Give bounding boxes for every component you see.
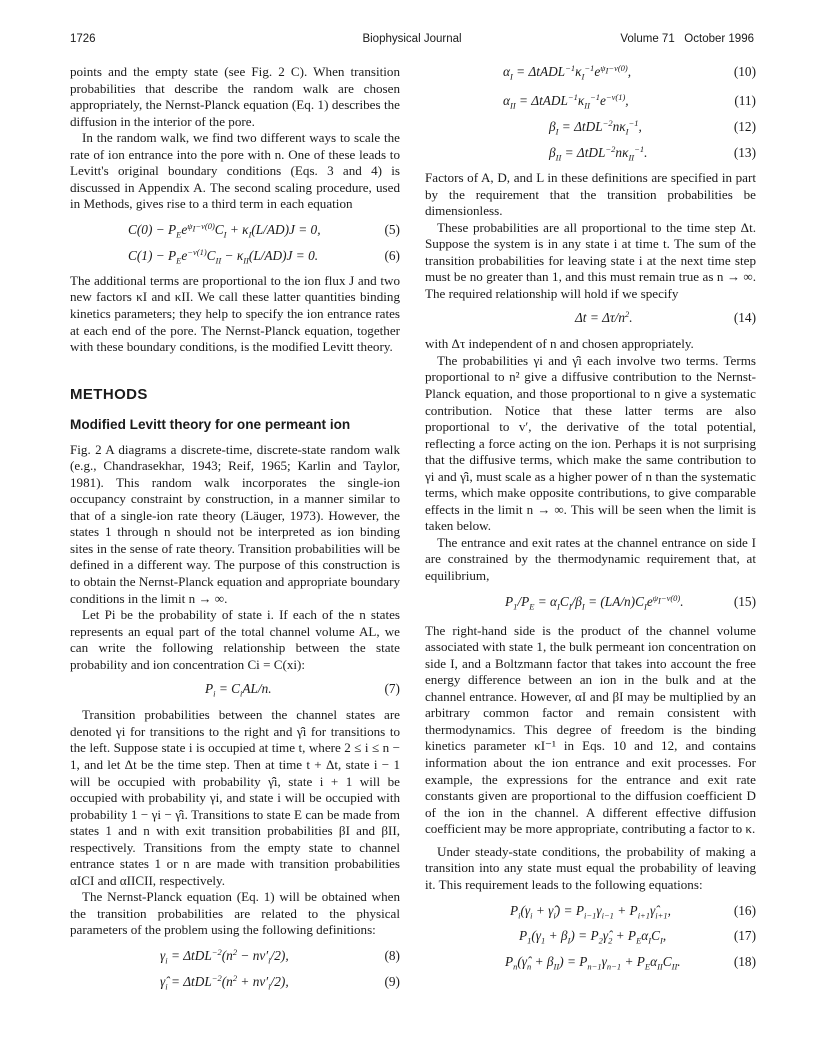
paragraph: The additional terms are proportional to the ion flux J and two new factors κI and κII. We call these latter quantities binding kinetics parameters; they help to specify the ion entrance rates at each end of the pore. The Nernst-Planck equation, together with these boundary conditions, is the modified Levitt theory.: [70, 272, 400, 355]
equation-6: $C(1) - P_Ee^{-v(1)}C_{II} - \kappa_{II}(L/AD)J = 0$. (6): [128, 246, 400, 266]
equation-number: (17): [733, 928, 756, 944]
equation-14: $\Delta t = \Delta\tau/n^2$. (14): [575, 309, 756, 326]
paragraph: In the random walk, we find two different ways to scale the rate of ion entrance into the pore with n. One of these leads to Levitt's original boundary conditions (Eqs. 3 and 4) is discussed in Appendix A. The second scaling procedure, used in Methods, gives rise to a third term in each equation: [70, 130, 400, 212]
equation-number: (14): [733, 310, 756, 326]
equation-number: (15): [733, 593, 756, 609]
equation-number: (16): [733, 903, 756, 919]
equation-15: $P_1/P_E = \alpha_IC_I/\beta_I = (LA/n)C_Ie^{\psi_I-v(0)}$. (15): [505, 592, 756, 612]
equation-8: $\gamma_i = \Delta tDL^{-2}(n^2 - nv'_i/2)$, (8): [160, 946, 400, 966]
paragraph: Let Pi be the probability of state i. If each of the n states represents an equal part of the total channel volume AL, we can write the following relationship between the state probability and ion concentration Ci = C(xi):: [70, 607, 400, 672]
equation-16: $P_i(\gamma_i$ + $\gammâ_i) = P_{i-1}\gamma_{i-1}$ + $P_{i+1}\gammâ_{i+1}$, (16): [510, 903, 756, 921]
equation-number: (12): [733, 119, 756, 134]
right-column: [425, 64, 756, 975]
equation-number: (10): [733, 64, 756, 79]
equation-number: (6): [384, 247, 400, 263]
equation-number: (7): [384, 681, 400, 697]
paragraph: Fig. 2 A diagrams a discrete-time, discrete-state random walk (e.g., Chandrasekhar, 1943; Reif, 1965; Karlin and Taylor, 1981). This random walk incorporates the single-ion occupancy constraint by construction, in a manner similar to that of a single-ion rate theory (Läuger, 1973). However, the states 1 through n should not be interpreted as ion binding sites in the sense of rate theory. Transition probabilities will be defined in a different way. The purpose of this construction is to obtain the Nernst-Planck equation and appropriate boundary conditions in the limit n → ∞.: [70, 441, 400, 606]
paragraph: These probabilities are all proportional to the time step Δt. Suppose the system is in any state i at time t. The sum of the transition probabilities for leaving state i at the next time step must be no greater than 1, and this must remain true as n → ∞. The required relationship will hold if we specify: [425, 219, 756, 301]
left-column: [70, 64, 400, 995]
page-number: 1726: [70, 33, 96, 45]
paragraph: Transition probabilities between the channel states are denoted γi for transitions to the right and γ̂i for transitions to the left. Suppose state i is occupied at time t, where 2 ≤ i ≤ n − 1, and let Δt be the time step. Then at time t + Δt, state i − 1 will be occupied with probability γ̂i, state i + 1 will be occupied with probability γi, and state i will be occupied with probability 1 − γi − γ̂i. Transitions to state E can be made from states 1 and n with exit transition probabilities βI and βII, respectively. Transitions from the empty state to channel entrance states 1 or n are made with transition probabilities αICI and αIICII, respectively.: [70, 707, 400, 888]
equation-10: $\alpha_I$ = $\Delta tADL^{-1}\kappa_I^{-1}e^{\psi_I-v(0)}$, (10): [503, 63, 756, 82]
running-header: [70, 33, 754, 49]
paragraph: points and the empty state (see Fig. 2 C). When transition probabilities that describe the random walk are chosen appropriately, the Nernst-Planck equation (Eq. 1) describes the diffusion in the interior of the pore.: [70, 64, 400, 129]
equation-5: $C(0) - P_Ee^{\psi_I-v(0)}C_I + \kappa_I(L/AD)J = 0$, (5): [128, 220, 400, 240]
equation-7: $P_i = C_iAL/n$. (7): [205, 681, 400, 699]
equation-number: (11): [734, 93, 756, 108]
paragraph: Factors of A, D, and L in these definitions are specified in part by the requirement that the transition probabilities be dimensionless.: [425, 170, 756, 219]
subsection-heading: Modified Levitt theory for one permeant ion: [70, 416, 351, 432]
equation-12: $\beta_I = \Delta tDL^{-2}n\kappa_I^{-1}$, (12): [549, 118, 756, 137]
equation-13: $\beta_{II} = \Delta tDL^{-2}n\kappa_{II}^{-1}$. (13): [549, 144, 756, 163]
equation-number: (9): [384, 973, 400, 989]
section-heading: METHODS: [70, 385, 148, 403]
paragraph: with Δτ independent of n and chosen appropriately.: [425, 336, 694, 352]
paragraph: The Nernst-Planck equation (Eq. 1) will be obtained when the transition probabilities are related to the physical parameters of the problem using the following definitions:: [70, 889, 400, 938]
paragraph: Under steady-state conditions, the probability of making a transition into any state must equal the probability of leaving it. This requirement leads to the following equations:: [425, 843, 756, 892]
equation-11: $\alpha_{II}$ = $\Delta tADL^{-1}\kappa_{II}^{-1}e^{-v(1)}$, (11): [503, 92, 756, 111]
equation-number: (18): [733, 954, 756, 970]
equation-number: (8): [384, 947, 400, 963]
equation-18: $P_n(\gammâ_n + \beta_{II}) = P_{n-1}\gamma_{n-1} + P_E\alpha_{II}C_{II}$. (18): [505, 954, 756, 972]
journal-title: Biophysical Journal: [362, 33, 462, 45]
paragraph: The entrance and exit rates at the channel entrance on side I are constrained by the thermodynamic requirement that, at equilibrium,: [425, 534, 756, 584]
paragraph: The right-hand side is the product of the channel volume associated with state 1, the bulk permeant ion concentration on side I, and a Boltzmann factor that takes into account the free energy difference between an ion in the bulk and at the channel entrance. However, αI and βI may be multiplied by an arbitrary common factor and remain consistent with thermodynamics. This degree of freedom is the binding kinetics parameter κI⁻¹ in Eqs. 10 and 12, and contains information about the ion entrance and exit processes. For example, the expressions for the entrance and exit rate constants given are proportional to the diffusion coefficient D of the ion in the channel. A different effective diffusion coefficient may be more appropriate, contributing a factor to κ.: [425, 622, 756, 837]
volume-info: Volume 71 October 1996: [620, 33, 754, 45]
equation-number: (5): [384, 221, 400, 237]
equation-number: (13): [733, 145, 756, 160]
paragraph: The probabilities γi and γ̂i each involve two terms. Terms proportional to n² give a diffusive contribution to the Nernst-Planck equation, and those proportional to n give a systematic contribution. Notice that these latter terms are also proportional to v′, the derivative of the total potential, reflecting a force acting on the ion. Perhaps it is not surprising that the diffusive terms, which make the same contribution to γi and γ̂i, must scale as a higher power of n than the systematic terms, which make opposite contributions, to give comparable effects in the limit n → ∞. This will be seen when the limit is taken below.: [425, 352, 756, 534]
equation-9: $\gammâ_i = \Delta tDL^{-2}(n^2 + nv'_i/2)$, (9): [160, 972, 400, 992]
equation-17: $P_1(\gamma_1 + \beta_I)$ = $P_2\gammâ_2 + P_E\alpha_IC_I$, (17): [519, 928, 756, 946]
